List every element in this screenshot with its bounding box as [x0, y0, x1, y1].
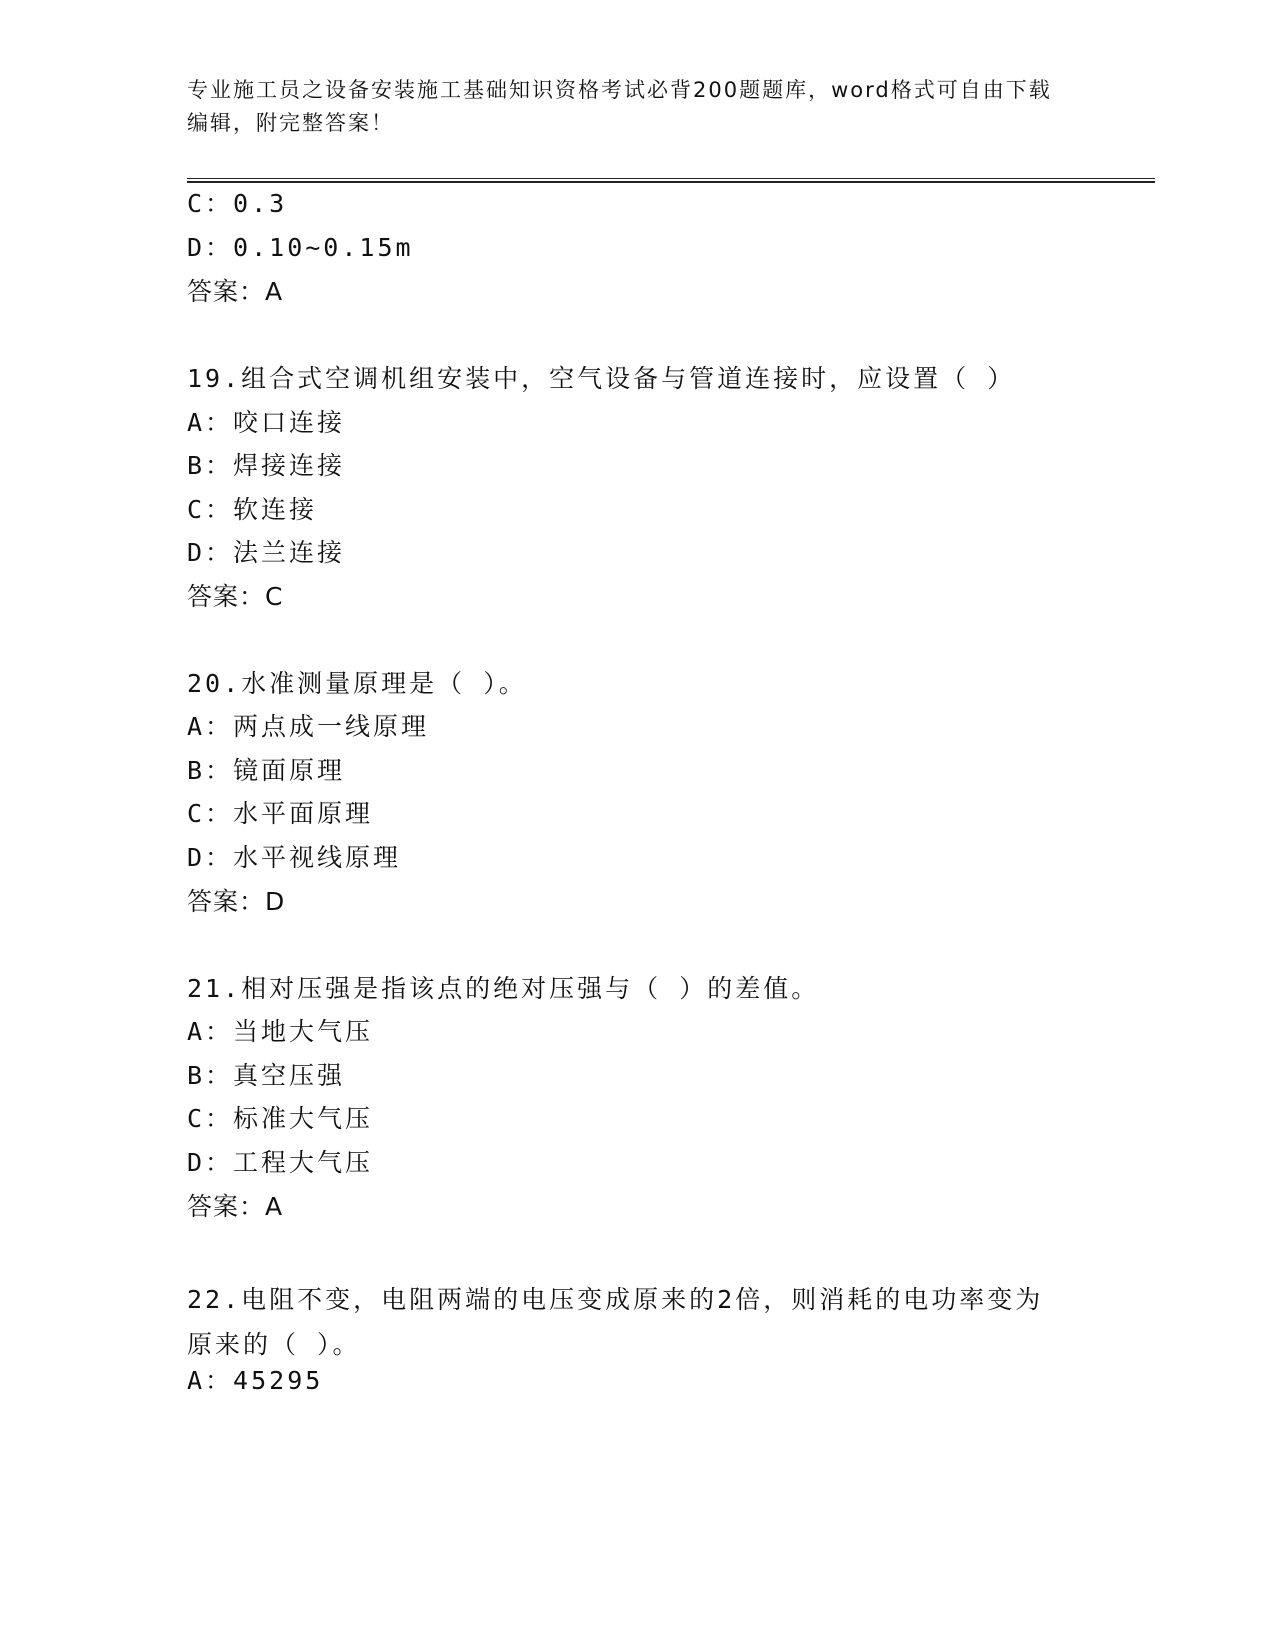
option-b: B：镜面原理 — [187, 756, 346, 785]
document-header — [187, 74, 1067, 140]
option-b: B：焊接连接 — [187, 451, 346, 480]
option-d: D：0.10~0.15m — [187, 233, 414, 262]
option-c: C：0.3 — [187, 189, 288, 218]
answer-line: 答案：D — [187, 887, 286, 916]
question-stem: 20.水准测量原理是（ ）。 — [187, 669, 527, 698]
option-c: C：水平面原理 — [187, 799, 374, 828]
answer-line: 答案：C — [187, 582, 284, 611]
option-c: C：软连接 — [187, 495, 318, 524]
option-a: A：45295 — [187, 1366, 324, 1395]
option-d: D：水平视线原理 — [187, 843, 402, 872]
question-stem: 19.组合式空调机组安装中，空气设备与管道连接时，应设置（ ） — [187, 364, 1016, 393]
document-title: 专业施工员之设备安装施工基础知识资格考试必背200题题库，word格式可自由下载编辑，附完整答案！ — [187, 78, 1052, 135]
answer-line: 答案：A — [187, 1192, 284, 1221]
option-b: B：真空压强 — [187, 1061, 346, 1090]
option-d: D：工程大气压 — [187, 1148, 374, 1177]
option-c: C：标准大气压 — [187, 1104, 374, 1133]
option-a: A：两点成一线原理 — [187, 712, 430, 741]
answer-line: 答案：A — [187, 277, 284, 306]
question-stem: 21.相对压强是指该点的绝对压强与（ ）的差值。 — [187, 974, 820, 1003]
question-stem: 22.电阻不变，电阻两端的电压变成原来的2倍，则消耗的电功率变为原来的（ ）。 — [187, 1285, 1044, 1359]
option-d: D：法兰连接 — [187, 538, 346, 567]
header-divider — [187, 178, 1155, 183]
option-a: A：咬口连接 — [187, 408, 346, 437]
option-a: A：当地大气压 — [187, 1017, 374, 1046]
